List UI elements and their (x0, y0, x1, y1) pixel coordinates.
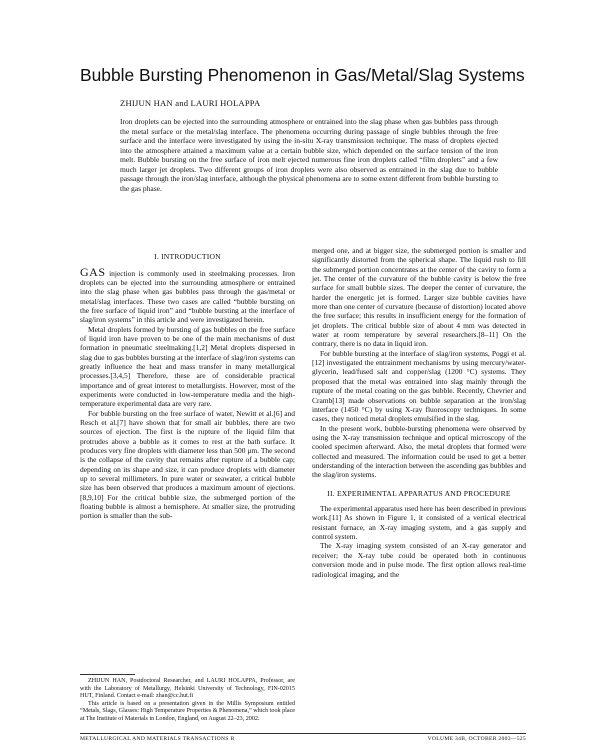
section-heading-introduction: I. INTRODUCTION (154, 252, 221, 261)
abstract: Iron droplets can be ejected into the surrounding atmosphere or entrained into the slag phase when gas bubbles pass through the metal surface or the metal/slag interface. The phenomena occurring during passage of single bubbles through the free surface and the interface were investigated by using the in-situ X-ray transmission technique. The mass of droplets ejected into the atmosphere attained a maximum value at a certain bubble size, which depended on the surface tension of the iron melt. Bubble bursting on the free surface of iron melt ejected numerous fine iron droplets called “film droplets” and a few much larger jet droplets. Two different groups of iron droplets were also observed as entrained in the slag due to bubble passage through the iron/slag interface, although the physical phenomena are to some extent different from bubble bursting to the gas phase. (120, 117, 498, 193)
paper-title: Bubble Bursting Phenomenon in Gas/Metal/Slag Systems (80, 65, 525, 85)
right-column (312, 246, 526, 579)
left-column (80, 252, 295, 521)
intro-paragraph-1-text: injection is commonly used in steelmaking processes. Iron droplets can be ejected into the surrounding atmosphere or entrained into the slag phase when gas bubbles pass through the gas/metal or metal/slag interfaces. These two cases are called “bubble bursting on the free surface of liquid iron” and “bubble bursting at the interface of slag/iron systems” in this article and were investigated herein. (80, 268, 295, 325)
footer-divider (80, 733, 526, 734)
author-footnote (80, 678, 295, 724)
journal-name: METALLURGICAL AND MATERIALS TRANSACTIONS B (80, 736, 235, 742)
section-heading-experimental: II. EXPERIMENTAL APPARATUS AND PROCEDURE (327, 488, 511, 498)
footnote-presentation: This article is based on a presentation given in the Millis Symposium entitled “Metals, Slags, Glasses: High Temperature Properties & Phenomena,” which took place at The Institute of Materials in London, England, on August 22–23, 2002. (80, 700, 295, 722)
intro-paragraph-2: Metal droplets formed by bursting of gas bubbles on the free surface of liquid iron have proven to be one of the main mechanisms of dust formation in pneumatic steelmaking.[1,2] Metal droplets dispersed in slag due to gas bubbles bursting at the interface of slag/iron systems can greatly influence the heat and mass transfer in many metallurgical processes.[3,4,5] Therefore, these are of considerable practical importance and of great interest to metallurgists. However, most of the experiments were conducted in low-temperature media and the high-temperature experimental data are very rare. (80, 324, 295, 409)
experimental-paragraph-2: The X-ray imaging system consisted of an X-ray generator and receiver; the X-ray tube could be operated both in continuous conversion mode and in pulse mode. The first option allows real-time radiological imaging, and the (312, 541, 526, 579)
author-line: ZHIJUN HAN and LAURI HOLAPPA (120, 98, 261, 108)
intro-paragraph-3: For bubble bursting on the free surface of water, Newitt et al.[6] and Resch et al.[7] have shown that for small air bubbles, there are two sources of ejection. The first is the rupture of the liquid film that protrudes above a bubble as it comes to rest at the bath surface. It produces very fine droplets with diameter less than 500 μm. The second is the collapse of the cavity that remains after rupture of a bubble cap; depending on its shape and size, it can produce droplets with diameter up to several millimeters. In pure water or seawater, a critical bubble size has been observed that produces a maximum amount of ejections.[8,9,10] For the critical bubble size, the submerged portion of the floating bubble is almost a hemisphere. At smaller size, the protruding portion is smaller than the sub- (80, 408, 295, 521)
intro-paragraph-3-continued: merged one, and at bigger size, the submerged portion is smaller and significantly distorted from the spherical shape. The liquid rush to fill the submerged portion concentrates at the center of the cavity to form a jet. The center of the curvature of the bubble cavity is below the free surface for small bubble sizes. The deeper the center of curvature, the harder the energetic jet is formed. Larger size bubble cavities have more than one center of curvature (because of distortion) located above the free surface; this results in insufficient energy for the formation of jet droplets. The critical bubble size of about 4 mm was detected in water at room temperature by several researchers.[8–11] On the contrary, there is no data in liquid iron. (312, 246, 526, 349)
intro-paragraph-4: For bubble bursting at the interface of slag/iron systems, Poggi et al.[12] investigated the entrainment mechanisms by using mercury/water-glycerin, lead/fused salt and copper/slag (1200 °C) systems. They proposed that the metal was entrained into slag mainly through the rupture of the metal coating on the gas bubble. Recently, Chevrier and Cramb[13] made observations on bubble separation at the iron/slag interface (1450 °C) by using X-ray fluoroscopy techniques. In some cases, they noticed metal droplets emulsified in the slag. (312, 348, 526, 424)
footnote-divider (80, 674, 135, 675)
intro-paragraph-1 (80, 264, 295, 325)
experimental-paragraph-1: The experimental apparatus used here has been described in previous work.[11] As shown in Figure 1, it consisted of a vertical electrical resistant furnace, an X-ray imaging system, and a gas supply and control system. (312, 504, 526, 542)
drop-cap: GAS (80, 264, 106, 279)
intro-paragraph-5: In the present work, bubble-bursting phenomena were observed by using the X-ray transmission technique and optical microscopy of the cooled specimen afterward. Also, the metal droplets that formed were collected and measured. The information could be used to get a better understanding of the interaction between the ascending gas bubbles and the slag/iron systems. (312, 423, 526, 480)
volume-page-info: VOLUME 34B, OCTOBER 2003—525 (427, 736, 526, 742)
footnote-affiliation: ZHIJUN HAN, Postdoctoral Researcher, and LAURI HOLAPPA, Professor, are with the Laboratory of Metallurgy, Helsinki University of Technology, FIN-02015 HUT, Finland. Contact e-mail: zhan@cc.hut.fi (80, 678, 295, 700)
